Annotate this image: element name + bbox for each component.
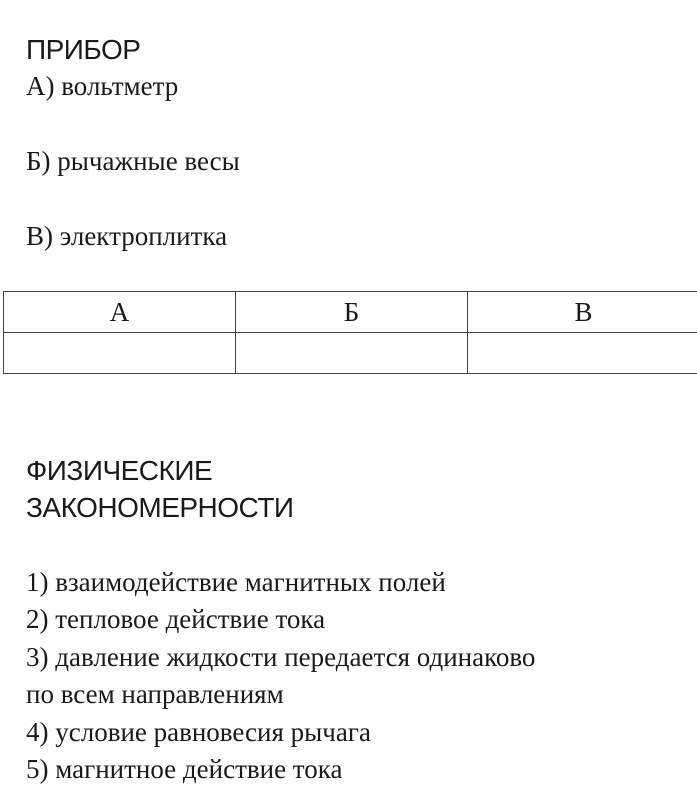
laws-heading-line2: ЗАКОНОМЕРНОСТИ <box>26 489 294 526</box>
answer-table-header-a: А <box>4 292 236 333</box>
law-item-5: 5) магнитное действие тока <box>26 751 342 788</box>
answer-cell-b[interactable] <box>236 333 468 374</box>
answer-cell-a[interactable] <box>4 333 236 374</box>
answer-table-answer-row <box>4 333 697 374</box>
law-item-2: 2) тепловое действие тока <box>26 601 325 638</box>
law-item-3-continuation: по всем направлениям <box>26 676 284 713</box>
device-item-a: А) вольтметр <box>26 68 178 105</box>
answer-table-header-b: Б <box>236 292 468 333</box>
answer-table-header-c: В <box>468 292 697 333</box>
law-item-3: 3) давление жидкости передается одинаково <box>26 639 535 676</box>
law-item-4: 4) условие равновесия рычага <box>26 714 371 751</box>
answer-table-header-row <box>4 292 697 333</box>
device-item-b: Б) рычажные весы <box>26 143 240 180</box>
law-item-1: 1) взаимодействие магнитных полей <box>26 564 446 601</box>
answer-table <box>3 291 697 374</box>
answer-cell-c[interactable] <box>468 333 697 374</box>
device-item-c: В) электроплитка <box>26 218 227 255</box>
devices-heading: ПРИБОР <box>26 31 140 68</box>
laws-heading-line1: ФИЗИЧЕСКИЕ <box>26 452 212 489</box>
